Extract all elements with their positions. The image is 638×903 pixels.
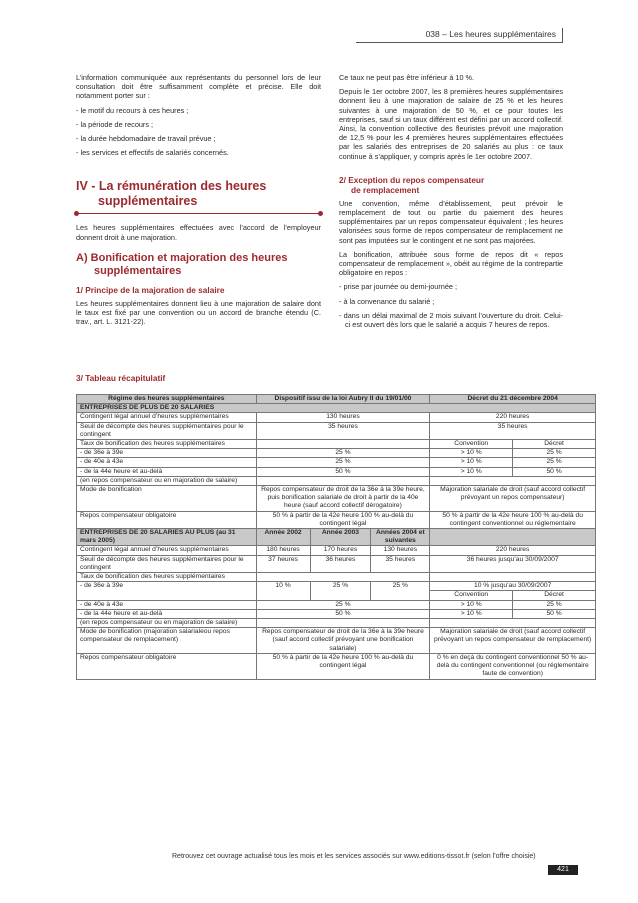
sub-heading: 2/ Exception du repos compensateur de remplacement [339, 174, 485, 195]
table-row: Contingent légal annuel d’heures supplémentaires 180 heures 170 heures 130 heures 220 heures [77, 546, 596, 555]
table-row: (en repos compensateur ou en majoration de salaire) [77, 476, 596, 485]
footer-text: Retrouvez cet ouvrage actualisé tous les mois et les services associés sur www.editions-tissot.fr (selon l’offre choisie) [172, 853, 536, 860]
list-item: - à la convenance du salarié ; [339, 296, 435, 306]
paragraph: Une convention, même d’établissement, peut prévoir le remplacement de tout ou partie du paiement des heures supplémentaires par un repos compensateur équivalent ; les heures valorisées sous forme de repos compensateur de remplacement ne sont pas imputées sur le contingent et ne sont pas majorées. [339, 198, 563, 245]
table-row: Contingent légal annuel d’heures supplémentaires 130 heures 220 heures [77, 413, 596, 422]
paragraph: La bonification, attribuée sous forme de repos dit « repos compensateur de remplacement », obéit au régime de la contrepartie obligatoire en repos : [339, 249, 563, 278]
paragraph: Ce taux ne peut pas être inférieur à 10 %. [339, 73, 475, 82]
table-section-row: ENTREPRISES DE 20 SALARIES AU PLUS (au 31 mars 2005) Année 2002 Année 2003 Années 2004 et suivantes [77, 529, 596, 546]
running-header [356, 28, 563, 43]
intro-paragraph: L’information communiquée aux représentants du personnel lors de leur consultation doit être suffisamment complète et précise. Elle doit notamment porter sur : [76, 73, 321, 101]
table-row: (en repos compensateur ou en majoration de salaire) [77, 619, 596, 628]
table-row: Mode de bonification (majoration salarialeou repos compensateur de remplacement) Repos compensateur de droit de la 36e à la 39e heure (sauf accord collectif prévoyant une bonification salariale) Majoration salariale de droit (sauf accord collectif prévoyant un repos compensateur de remplacement) [77, 628, 596, 654]
table-row: - de 36e à 39e 10 % 25 % 25 % 10 % jusqu’au 30/09/2007 [77, 582, 596, 591]
table-row: - de 40e à 43e 25 % > 10 % 25 % [77, 458, 596, 467]
page-number: 421 [548, 865, 578, 875]
summary-table [76, 394, 596, 680]
table-section-row: ENTREPRISES DE PLUS DE 20 SALARIES [77, 404, 596, 413]
paragraph: Les heures supplémentaires effectuées avec l’accord de l’employeur donnent droit à une majoration. [76, 223, 321, 242]
list-item: - la période de recours ; [76, 119, 154, 129]
list-item: - le motif du recours à ces heures ; [76, 105, 189, 115]
table-header-row: Régime des heures supplémentaires Dispositif issu de la loi Aubry II du 19/01/00 Décret du 21 décembre 2004 [77, 395, 596, 404]
table-row: - de 40e à 43e 25 % > 10 % 25 % [77, 600, 596, 609]
list-item: - dans un délai maximal de 2 mois suivant l’ouverture du droit. Celui-ci est ouvert dès lors que le salarié a acquis 7 heures de repos. [339, 310, 563, 330]
left-column [76, 73, 321, 331]
sub-heading: 1/ Principe de la majoration de salaire [76, 284, 225, 295]
list-item: - la durée hebdomadaire de travail prévue ; [76, 134, 216, 144]
paragraph: Depuis le 1er octobre 2007, les 8 premières heures supplémentaires donnent lieu à une majoration de salaire de 25 % et les heures suivantes à une majoration de 50 %, et ce pour toutes les entreprises, sauf si un taux différent est défini par un accord collectif. Ainsi, la convention collective des fleuristes prévoit une majoration de 12,5 % pour les 4 premières heures supplémentaires effectuées par les salariés des entreprises de 20 salariés au plus : ce taux continue à s’appliquer, y compris après le 1er octobre 2007. [339, 87, 563, 161]
subsection-heading: A) Bonification et majoration des heures supplémentaires [76, 251, 288, 277]
table-row: - de la 44e heure et au-delà 50 % > 10 % 50 % [77, 467, 596, 476]
paragraph: Les heures supplémentaires donnent lieu à une majoration de salaire dont le taux est fixé par une convention ou un accord de branche étendu (C. trav., art. L. 3121-22). [76, 298, 321, 327]
list-item: - prise par journée ou demi-journée ; [339, 282, 458, 292]
table-row: - de 36e à 39e 25 % > 10 % 25 % [77, 449, 596, 458]
list-item: - les services et effectifs de salariés concernés. [76, 148, 229, 158]
table-row: Repos compensateur obligatoire 50 % à partir de la 42e heure 100 % au-delà du contingent légal 0 % en deçà du contingent conventionnel 50 % au-delà du contingent conventionnel (ou réglementaire faute de convention) [77, 653, 596, 679]
table-row: Taux de bonification des heures supplémentaires Convention Décret [77, 440, 596, 449]
section-heading: IV - La rémunération des heures supplémentaires [76, 179, 267, 209]
table-row: Seuil de décompte des heures supplémentaires pour le contingent 35 heures 35 heures [77, 422, 596, 439]
table-row: Repos compensateur obligatoire 50 % à partir de la 42e heure 100 % au-delà du contingent légal 50 % à partir de la 42e heure 100 % au-delà du contingent conventionnel ou réglementaire [77, 511, 596, 528]
table-row: Seuil de décompte des heures supplémentaires pour le contingent 37 heures 36 heures 35 heures 36 heures jusqu’au 30/09/2007 [77, 555, 596, 572]
header-title: 038 – Les heures supplémentaires [425, 29, 556, 39]
section-divider [76, 213, 321, 214]
right-column [339, 73, 563, 334]
table-row: Mode de bonification Repos compensateur de droit de la 36e à la 39e heure, puis bonification salariale de droit à partir de la 40e heure (sauf accord collectif dérogatoire) Majoration salariale de droit (sauf accord collectif prévoyant un repos compensateur) [77, 486, 596, 512]
table-row: Taux de bonification des heures supplémentaires [77, 573, 596, 582]
table-row: - de la 44e heure et au-delà 50 % > 10 % 50 % [77, 609, 596, 618]
table-title: 3/ Tableau récapitulatif [76, 373, 166, 383]
table-row: Convention Décret [77, 591, 596, 600]
